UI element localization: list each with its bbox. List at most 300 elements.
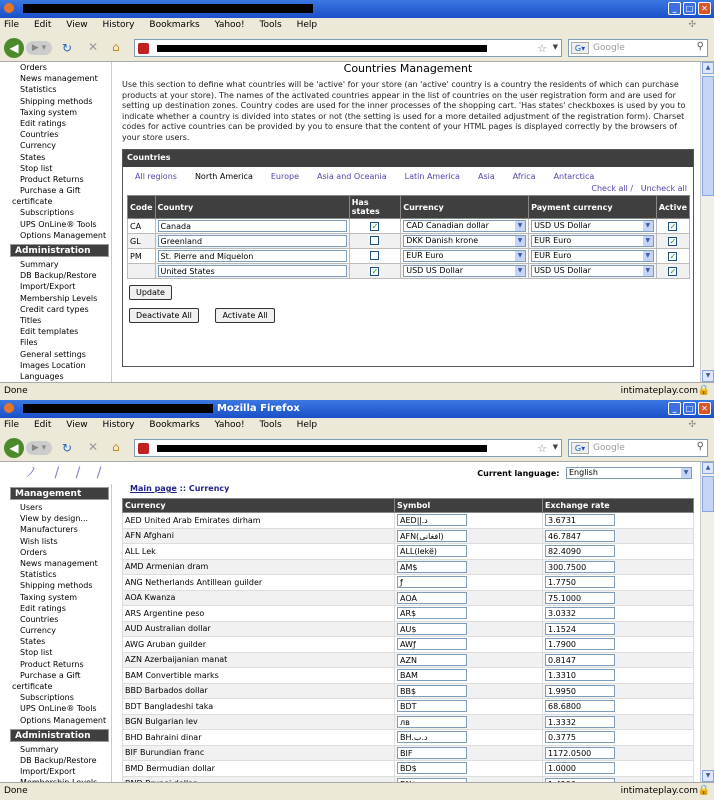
- currency-select[interactable]: CAD Canadian dollar ▼: [403, 220, 526, 232]
- region-tab-antarctica[interactable]: Antarctica: [553, 172, 595, 181]
- bookmark-star-icon[interactable]: ☆: [537, 442, 547, 455]
- symbol-field[interactable]: лв: [397, 716, 467, 728]
- column-header-currency: Currency: [123, 499, 395, 513]
- sidebar-item-ups-online-tools[interactable]: UPS OnLine® Tools: [20, 219, 97, 229]
- exchange-rate-field[interactable]: 1.7750: [545, 576, 615, 588]
- search-placeholder: Google: [593, 443, 625, 453]
- sidebar: [0, 484, 112, 782]
- minimize-button[interactable]: _: [668, 402, 681, 415]
- payment-currency-cell: [529, 264, 657, 279]
- sidebar-item-currency[interactable]: Currency: [20, 141, 57, 151]
- scroll-thumb[interactable]: [702, 76, 714, 196]
- table-row: [123, 528, 694, 544]
- menu-help[interactable]: Help: [296, 420, 318, 430]
- sidebar-item-states[interactable]: States: [20, 152, 46, 162]
- exchange-rate-field[interactable]: 68.6800: [545, 700, 615, 712]
- column-header-has-states: Has states: [349, 196, 401, 219]
- sidebar-item-general-settings[interactable]: General settings: [20, 349, 86, 359]
- table-row: [123, 575, 694, 591]
- payment-currency-select[interactable]: EUR Euro ▼: [531, 250, 654, 262]
- scroll-down-icon[interactable]: ▼: [702, 370, 714, 382]
- rate-cell: [543, 590, 694, 606]
- deactivate-all-button[interactable]: Deactivate All: [129, 308, 199, 323]
- maximize-button[interactable]: □: [683, 402, 696, 415]
- sidebar-item-membership-levels[interactable]: Membership Levels: [20, 293, 98, 303]
- rate-cell: [543, 652, 694, 668]
- sidebar-item-users[interactable]: Users: [20, 503, 43, 512]
- rate-cell: [543, 699, 694, 715]
- rate-cell: [543, 559, 694, 575]
- sidebar-item-credit-card-types[interactable]: Credit card types: [20, 304, 89, 314]
- symbol-cell: [395, 730, 543, 746]
- sidebar-item-options-management[interactable]: Options Management: [20, 230, 107, 240]
- currency-table: [122, 498, 694, 792]
- exchange-rate-field[interactable]: 1.0000: [545, 762, 615, 774]
- region-tab-asia[interactable]: Asia: [477, 172, 495, 181]
- sidebar-item-stop-list[interactable]: Stop list: [20, 648, 53, 658]
- sidebar-item-certificate[interactable]: certificate: [12, 197, 53, 207]
- close-button[interactable]: ✕: [698, 2, 711, 15]
- check-links: [123, 184, 693, 193]
- currency-name-cell: BMD Bermudian dollar: [123, 761, 395, 777]
- exchange-rate-field[interactable]: 1.3332: [545, 716, 615, 728]
- menu-file[interactable]: File: [4, 420, 20, 430]
- uncheck-all-link[interactable]: Uncheck all: [640, 184, 687, 193]
- browser-window-currency: [0, 400, 714, 800]
- sidebar-item-edit-ratings[interactable]: Edit ratings: [20, 118, 66, 128]
- exchange-rate-field[interactable]: 75.1000: [545, 592, 615, 604]
- exchange-rate-field[interactable]: 0.3775: [545, 731, 615, 743]
- title-bar: [0, 400, 714, 418]
- exchange-rate-field[interactable]: 1172.0500: [545, 747, 615, 759]
- currency-name-cell: BDT Bangladeshi taka: [123, 699, 395, 715]
- sidebar-heading-management: Management: [10, 487, 109, 500]
- stop-icon[interactable]: ✕: [88, 40, 99, 54]
- search-icon[interactable]: ⚲: [696, 41, 704, 52]
- table-row: [123, 699, 694, 715]
- rate-cell: [543, 637, 694, 653]
- sidebar-item-certificate[interactable]: certificate: [12, 682, 53, 691]
- region-tab-africa[interactable]: Africa: [512, 172, 536, 181]
- currency-name-cell: BIF Burundian franc: [123, 745, 395, 761]
- has-states-cell: [349, 219, 401, 234]
- currency-cell: [401, 234, 529, 249]
- region-tab-north-america[interactable]: North America: [194, 172, 253, 181]
- has-states-checkbox[interactable]: [370, 251, 379, 260]
- store-logo: ノ / / /: [24, 465, 108, 481]
- column-header-currency: Currency: [401, 196, 529, 219]
- reload-icon[interactable]: ↻: [62, 441, 73, 455]
- rate-cell: [543, 621, 694, 637]
- status-host: intimateplay.com: [620, 386, 698, 396]
- scroll-up-icon[interactable]: ▲: [702, 62, 714, 74]
- table-row: [128, 249, 690, 264]
- active-checkbox[interactable]: ✓: [669, 266, 677, 276]
- symbol-cell: [395, 528, 543, 544]
- minimize-button[interactable]: _: [668, 2, 681, 15]
- sidebar-item-stop-list[interactable]: Stop list: [20, 163, 53, 173]
- reload-icon[interactable]: ↻: [62, 41, 73, 55]
- currency-name-cell: AED United Arab Emirates dirham: [123, 513, 395, 529]
- search-input[interactable]: [568, 39, 708, 57]
- currency-cell: [401, 264, 529, 279]
- currency-cell: [401, 219, 529, 234]
- country-name-field[interactable]: Greenland: [158, 235, 347, 247]
- rate-cell: [543, 668, 694, 684]
- breadcrumb-main-page-link[interactable]: Main page: [130, 484, 177, 493]
- sidebar-item-orders[interactable]: Orders: [20, 547, 47, 557]
- symbol-cell: [395, 699, 543, 715]
- menu-tools[interactable]: Tools: [259, 20, 282, 30]
- home-icon[interactable]: ⌂: [112, 440, 120, 454]
- search-icon[interactable]: ⚲: [696, 441, 704, 452]
- sidebar-item-edit-ratings[interactable]: Edit ratings: [20, 603, 66, 613]
- menu-bookmarks[interactable]: Bookmarks: [149, 420, 200, 430]
- has-states-cell: [349, 264, 401, 279]
- page-content: [0, 62, 714, 382]
- menu-bar: [0, 418, 714, 434]
- currency-select[interactable]: EUR Euro ▼: [403, 250, 526, 262]
- has-states-cell: [349, 249, 401, 264]
- rate-cell: [543, 528, 694, 544]
- symbol-field[interactable]: BD$: [397, 762, 467, 774]
- menu-yahoo[interactable]: Yahoo!: [214, 420, 245, 430]
- sidebar-item-ups-online-tools[interactable]: UPS OnLine® Tools: [20, 704, 97, 714]
- country-cell: [155, 249, 349, 264]
- currency-name-cell: AOA Kwanza: [123, 590, 395, 606]
- activate-all-button[interactable]: Activate All: [215, 308, 274, 323]
- window-title: Mozilla Firefox: [216, 403, 300, 414]
- table-header-row: [123, 499, 694, 513]
- sidebar-item-news-management[interactable]: News management: [20, 74, 98, 84]
- sidebar-menu: [0, 62, 111, 241]
- sidebar-item-options-management[interactable]: Options Management: [20, 715, 107, 725]
- has-states-cell: [349, 234, 401, 249]
- exchange-rate-field[interactable]: 0.8147: [545, 654, 615, 666]
- sidebar-item-purchase-a-gift[interactable]: Purchase a Gift: [20, 670, 81, 680]
- active-cell: [656, 249, 689, 264]
- exchange-rate-field[interactable]: 1.3310: [545, 669, 615, 681]
- redacted-url: [157, 445, 487, 452]
- forward-button[interactable]: ▶ ▾: [26, 41, 52, 55]
- exchange-rate-field[interactable]: 300.7500: [545, 561, 615, 573]
- exchange-rate-field[interactable]: 1.1524: [545, 623, 615, 635]
- active-cell: [656, 234, 689, 249]
- sidebar-item-purchase-a-gift[interactable]: Purchase a Gift: [20, 186, 81, 196]
- active-cell: [656, 264, 689, 279]
- region-tab-asia-and-oceania[interactable]: Asia and Oceania: [317, 172, 387, 181]
- active-checkbox[interactable]: ✓: [669, 236, 677, 246]
- back-button[interactable]: ◀: [4, 38, 24, 58]
- active-cell: [656, 219, 689, 234]
- symbol-cell: [395, 621, 543, 637]
- menu-edit[interactable]: Edit: [33, 420, 52, 430]
- sidebar-item-currency[interactable]: Currency: [20, 626, 57, 636]
- page-scrollbar[interactable]: [700, 462, 714, 782]
- symbol-field[interactable]: AR$: [397, 607, 467, 619]
- rate-cell: [543, 606, 694, 622]
- redacted-title: [23, 4, 313, 13]
- rate-cell: [543, 761, 694, 777]
- sidebar-item-statistics[interactable]: Statistics: [20, 570, 57, 580]
- sidebar-item-import-export[interactable]: Import/Export: [20, 767, 76, 777]
- language-selector: [477, 467, 692, 479]
- sidebar-item-summary[interactable]: Summary: [20, 744, 59, 754]
- sidebar-item-taxing-system[interactable]: Taxing system: [20, 107, 78, 117]
- page-content: [0, 462, 714, 782]
- region-tab-all-regions[interactable]: All regions: [135, 172, 177, 181]
- check-all-link[interactable]: Check all /: [591, 184, 634, 193]
- currency-name-cell: BBD Barbados dollar: [123, 683, 395, 699]
- sidebar-item-countries[interactable]: Countries: [20, 130, 59, 140]
- symbol-cell: [395, 652, 543, 668]
- menu-help[interactable]: Help: [296, 20, 318, 30]
- symbol-field[interactable]: ALL(lekë): [397, 545, 467, 557]
- sidebar-item-manufacturers[interactable]: Manufacturers: [20, 525, 78, 535]
- main-panel: [122, 484, 694, 792]
- status-host: intimateplay.com: [620, 786, 698, 796]
- exchange-rate-field[interactable]: 1.9950: [545, 685, 615, 697]
- forward-button[interactable]: ▶ ▾: [26, 441, 52, 455]
- table-header-row: [128, 196, 690, 219]
- breadcrumb-current: :: Currency: [179, 484, 230, 493]
- symbol-field[interactable]: AED|د.إ: [397, 514, 467, 526]
- symbol-field[interactable]: AZN: [397, 654, 467, 666]
- country-name-field[interactable]: United States: [158, 265, 347, 277]
- sidebar-item-news-management[interactable]: News management: [20, 558, 98, 568]
- sidebar-item-edit-templates[interactable]: Edit templates: [20, 327, 79, 337]
- symbol-field[interactable]: AFN(افغانی): [397, 530, 467, 542]
- menu-history[interactable]: History: [102, 20, 135, 30]
- region-tab-latin-america[interactable]: Latin America: [404, 172, 460, 181]
- payment-currency-select[interactable]: EUR Euro ▼: [531, 235, 654, 247]
- code-cell: [128, 264, 156, 279]
- table-row: [123, 745, 694, 761]
- sidebar-item-statistics[interactable]: Statistics: [20, 85, 57, 95]
- sidebar-item-view-by-design[interactable]: View by design...: [20, 514, 89, 524]
- sidebar-item-subscriptions[interactable]: Subscriptions: [20, 693, 74, 703]
- payment-currency-cell: [529, 219, 657, 234]
- menu-edit[interactable]: Edit: [33, 20, 52, 30]
- countries-box: [122, 149, 694, 367]
- exchange-rate-field[interactable]: 82.4090: [545, 545, 615, 557]
- country-cell: [155, 264, 349, 279]
- has-states-checkbox[interactable]: ✓: [371, 221, 379, 231]
- sidebar-item-titles[interactable]: Titles: [20, 315, 42, 325]
- sidebar-item-languages[interactable]: Languages: [20, 371, 64, 381]
- rate-cell: [543, 544, 694, 560]
- url-bar[interactable]: [134, 439, 562, 457]
- search-placeholder: Google: [593, 43, 625, 53]
- symbol-cell: [395, 668, 543, 684]
- sidebar-item-product-returns[interactable]: Product Returns: [20, 174, 84, 184]
- currency-name-cell: AZN Azerbaijanian manat: [123, 652, 395, 668]
- sidebar-item-db-backup-restore[interactable]: DB Backup/Restore: [20, 271, 97, 281]
- column-header-symbol: Symbol: [395, 499, 543, 513]
- sidebar-item-images-location[interactable]: Images Location: [20, 360, 86, 370]
- country-cell: [155, 234, 349, 249]
- menu-tools[interactable]: Tools: [259, 420, 282, 430]
- sidebar-item-states[interactable]: States: [20, 637, 46, 647]
- table-row: [123, 559, 694, 575]
- search-engine-icon[interactable]: G▾: [571, 42, 589, 54]
- exchange-rate-field[interactable]: 1.7900: [545, 638, 615, 650]
- currency-name-cell: AMD Armenian dram: [123, 559, 395, 575]
- symbol-field[interactable]: BDT: [397, 700, 467, 712]
- sidebar: [0, 62, 112, 382]
- currency-name-cell: BAM Convertible marks: [123, 668, 395, 684]
- rate-cell: [543, 730, 694, 746]
- country-name-field[interactable]: St. Pierre and Miquelon: [158, 250, 347, 262]
- currency-name-cell: AFN Afghani: [123, 528, 395, 544]
- table-row: [123, 590, 694, 606]
- breadcrumb: [122, 484, 694, 498]
- sidebar-item-product-returns[interactable]: Product Returns: [20, 659, 84, 669]
- symbol-cell: [395, 590, 543, 606]
- payment-currency-select[interactable]: USD US Dollar ▼: [531, 265, 654, 277]
- language-select[interactable]: English ▼: [566, 467, 692, 479]
- navigation-toolbar: [0, 34, 714, 62]
- intro-text: Use this section to define what countries will be 'active' for your store (an 'active' country is a country the residents of which can purchase products at your store). The names of the activated countries appear in the list of countries on the user registration form and are used for setting up destination zones. Country codes are used for the inner processes of the shopping cart. 'Has states' checkboxes is used by you to indicate whether a country is divided into states or not (the setting is used for a more detailed adjustment of the registration form). Charset codes for active countries can be provided by you to ensure that the content of your HTML pages is displayed correctly by the browsers of your store users.: [122, 80, 686, 142]
- symbol-field[interactable]: AM$: [397, 561, 467, 573]
- currency-name-cell: ARS Argentine peso: [123, 606, 395, 622]
- status-bar: [0, 382, 714, 400]
- scroll-up-icon[interactable]: ▲: [702, 462, 714, 474]
- sidebar-item-shipping-methods[interactable]: Shipping methods: [20, 581, 93, 591]
- region-tab-europe[interactable]: Europe: [270, 172, 299, 181]
- update-button[interactable]: Update: [129, 285, 172, 300]
- search-engine-icon[interactable]: G▾: [571, 442, 589, 454]
- throbber-icon: ✣: [688, 420, 696, 430]
- payment-currency-cell: [529, 234, 657, 249]
- active-checkbox[interactable]: ✓: [669, 251, 677, 261]
- column-header-active: Active: [656, 196, 689, 219]
- lock-icon[interactable]: 🔒: [697, 385, 710, 396]
- rate-cell: [543, 575, 694, 591]
- rate-cell: [543, 683, 694, 699]
- symbol-cell: [395, 761, 543, 777]
- symbol-field[interactable]: BAM: [397, 669, 467, 681]
- symbol-cell: [395, 637, 543, 653]
- countries-box-heading: Countries: [123, 150, 693, 167]
- symbol-cell: [395, 575, 543, 591]
- sidebar-item-countries[interactable]: Countries: [20, 614, 59, 624]
- menu-file[interactable]: File: [4, 20, 20, 30]
- sidebar-item-shipping-methods[interactable]: Shipping methods: [20, 96, 93, 106]
- menu-bookmarks[interactable]: Bookmarks: [149, 20, 200, 30]
- sidebar-item-taxing-system[interactable]: Taxing system: [20, 592, 78, 602]
- back-button[interactable]: ◀: [4, 438, 24, 458]
- exchange-rate-field[interactable]: 3.6731: [545, 514, 615, 526]
- sidebar-admin-menu: [0, 259, 111, 382]
- rate-cell: [543, 745, 694, 761]
- home-icon[interactable]: ⌂: [112, 40, 120, 54]
- page-scrollbar[interactable]: [700, 62, 714, 382]
- sidebar-heading-administration: Administration: [10, 729, 109, 742]
- url-bar[interactable]: [134, 39, 562, 57]
- menu-view[interactable]: View: [66, 420, 88, 430]
- table-row: [123, 652, 694, 668]
- maximize-button[interactable]: □: [683, 2, 696, 15]
- stop-icon[interactable]: ✕: [88, 440, 99, 454]
- currency-select[interactable]: USD US Dollar ▼: [403, 265, 526, 277]
- symbol-cell: [395, 559, 543, 575]
- menu-bar: [0, 18, 714, 34]
- code-cell: CA: [128, 219, 156, 234]
- symbol-field[interactable]: BB$: [397, 685, 467, 697]
- search-input[interactable]: [568, 439, 708, 457]
- table-row: [123, 637, 694, 653]
- has-states-checkbox[interactable]: ✓: [371, 266, 379, 276]
- rate-cell: [543, 513, 694, 529]
- sidebar-menu: [0, 502, 111, 726]
- country-name-field[interactable]: Canada: [158, 220, 347, 232]
- page-title: Countries Management: [343, 62, 473, 75]
- scroll-down-icon[interactable]: ▼: [702, 770, 714, 782]
- lock-icon[interactable]: 🔒: [697, 785, 710, 796]
- country-cell: [155, 219, 349, 234]
- symbol-field[interactable]: AU$: [397, 623, 467, 635]
- sidebar-item-import-export[interactable]: Import/Export: [20, 282, 76, 292]
- symbol-field[interactable]: BH.د.ب: [397, 731, 467, 743]
- code-cell: GL: [128, 234, 156, 249]
- symbol-field[interactable]: AWƒ: [397, 638, 467, 650]
- active-checkbox[interactable]: ✓: [669, 221, 677, 231]
- bookmark-star-icon[interactable]: ☆: [537, 42, 547, 55]
- currency-select[interactable]: DKK Danish krone ▼: [403, 235, 526, 247]
- rate-cell: [543, 714, 694, 730]
- url-dropdown-icon[interactable]: ▼: [552, 443, 558, 451]
- exchange-rate-field[interactable]: 3.0332: [545, 607, 615, 619]
- menu-view[interactable]: View: [66, 20, 88, 30]
- symbol-field[interactable]: ƒ: [397, 576, 467, 588]
- table-row: [128, 234, 690, 249]
- close-button[interactable]: ✕: [698, 402, 711, 415]
- menu-history[interactable]: History: [102, 420, 135, 430]
- has-states-checkbox[interactable]: [370, 236, 379, 245]
- site-favicon-icon: [138, 43, 149, 54]
- site-favicon-icon: [138, 443, 149, 454]
- sidebar-item-orders[interactable]: Orders: [20, 63, 47, 72]
- redacted-title: [23, 404, 213, 413]
- menu-yahoo[interactable]: Yahoo!: [214, 20, 245, 30]
- countries-table: [127, 195, 690, 279]
- table-row: [123, 668, 694, 684]
- sidebar-item-subscriptions[interactable]: Subscriptions: [20, 208, 74, 218]
- sidebar-item-summary[interactable]: Summary: [20, 260, 59, 269]
- table-row: [123, 621, 694, 637]
- scroll-thumb[interactable]: [702, 476, 714, 512]
- table-row: [123, 714, 694, 730]
- sidebar-item-wish-lists[interactable]: Wish lists: [20, 536, 58, 546]
- sidebar-item-db-backup-restore[interactable]: DB Backup/Restore: [20, 755, 97, 765]
- url-dropdown-icon[interactable]: ▼: [552, 43, 558, 51]
- main-panel: [122, 62, 694, 367]
- exchange-rate-field[interactable]: 46.7847: [545, 530, 615, 542]
- sidebar-item-files[interactable]: Files: [20, 338, 38, 348]
- status-text: Done: [4, 386, 28, 396]
- payment-currency-cell: [529, 249, 657, 264]
- symbol-field[interactable]: BIF: [397, 747, 467, 759]
- currency-name-cell: BGN Bulgarian lev: [123, 714, 395, 730]
- symbol-field[interactable]: AOA: [397, 592, 467, 604]
- payment-currency-select[interactable]: USD US Dollar ▼: [531, 220, 654, 232]
- column-header-payment-currency: Payment currency: [529, 196, 657, 219]
- code-cell: PM: [128, 249, 156, 264]
- currency-name-cell: AUD Australian dollar: [123, 621, 395, 637]
- navigation-toolbar: [0, 434, 714, 462]
- currency-name-cell: ANG Netherlands Antillean guilder: [123, 575, 395, 591]
